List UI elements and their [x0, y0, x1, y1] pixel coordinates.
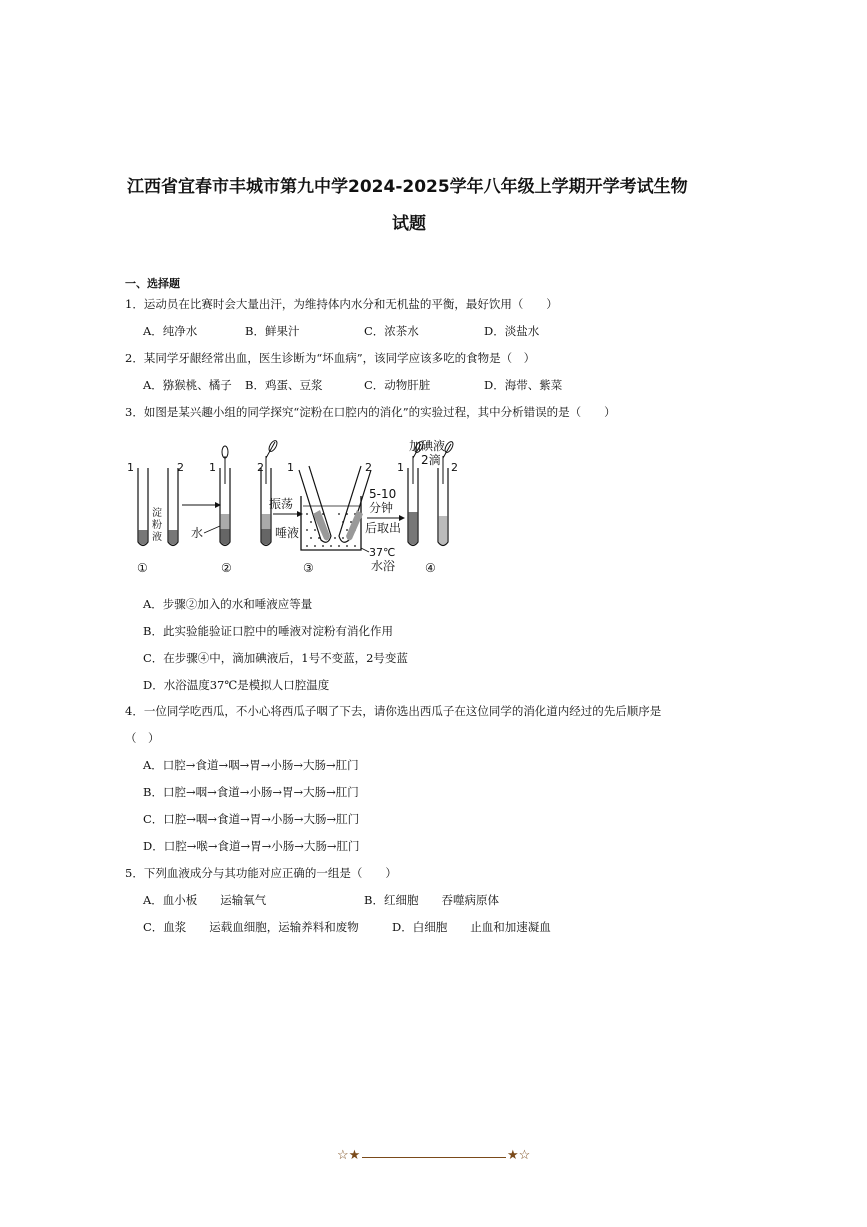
question-4-option-b: B．口腔→咽→食道→小肠→胃→大肠→肛门	[143, 785, 359, 799]
question-1-option-d: D．淡盐水	[484, 324, 540, 338]
footer-divider-line	[362, 1157, 506, 1158]
question-4-option-d: D．口腔→喉→食道→胃→小肠→大肠→肛门	[143, 839, 360, 853]
starch-digestion-experiment-figure	[125, 436, 475, 578]
step-3-label: ③	[303, 561, 314, 575]
question-5-option-c: C．血浆 运载血细胞，运输养料和废物	[143, 920, 359, 934]
shake-label: 振荡	[269, 497, 294, 511]
question-3-option-b: B．此实验能验证口腔中的唾液对淀粉有消化作用	[143, 624, 393, 638]
saliva-label: 唾液	[275, 526, 300, 540]
time-label-1: 5-10	[369, 487, 397, 501]
document-title-line2: 试题	[392, 214, 426, 234]
question-3-stem: 3．如图是某兴趣小组的同学探究“淀粉在口腔内的消化”的实验过程，其中分析错误的是（ ）	[125, 405, 616, 419]
step-3-water-bath	[287, 461, 372, 575]
step4-tube2-number: 2	[451, 461, 458, 474]
document-title-line1: 江西省宜春市丰城市第九中学2024-2025学年八年级上学期开学考试生物	[127, 177, 688, 197]
question-3-option-a: A．步骤②加入的水和唾液应等量	[143, 597, 313, 611]
starch-label-3: 液	[152, 532, 162, 543]
step2-tube2-number: 2	[257, 461, 264, 474]
temp-label: 37℃	[369, 546, 396, 559]
question-3-option-c: C．在步骤④中，滴加碘液后，1号不变蓝，2号变蓝	[143, 651, 408, 665]
starch-label-2: 粉	[152, 520, 162, 531]
step-2-label: ②	[221, 561, 232, 575]
question-1-option-c: C．浓茶水	[364, 324, 419, 338]
question-1-stem: 1．运动员在比赛时会大量出汗，为维持体内水分和无机盐的平衡，最好饮用（ ）	[125, 297, 558, 311]
question-2-stem: 2．某同学牙龈经常出血，医生诊断为“坏血病”，该同学应该多吃的食物是（ ）	[125, 351, 536, 365]
step-2-tubes	[191, 439, 279, 575]
question-2-option-c: C．动物肝脏	[364, 378, 431, 392]
step-4-tubes	[397, 438, 458, 575]
footer-stars-left: ☆★	[337, 1148, 361, 1163]
question-2-option-b: B．鸡蛋、豆浆	[245, 378, 323, 392]
bath-label: 水浴	[371, 559, 396, 573]
question-2-option-a: A．猕猴桃、橘子	[143, 378, 232, 392]
section-heading: 一、选择题	[125, 277, 180, 290]
question-5-option-b: B．红细胞 吞噬病原体	[364, 893, 499, 907]
footer-stars-right: ★☆	[507, 1148, 531, 1163]
step-1-tubes	[127, 461, 221, 575]
step1-tube2-number: 2	[177, 461, 184, 474]
step3-tube1-number: 1	[287, 461, 294, 474]
step-4-label: ④	[425, 561, 436, 575]
question-5-stem: 5．下列血液成分与其功能对应正确的一组是（ ）	[125, 866, 397, 880]
step3-tube2-number: 2	[365, 461, 372, 474]
water-label: 水	[191, 526, 204, 540]
page-footer-ornament	[337, 1146, 531, 1168]
question-5-option-a: A．血小板 运输氧气	[143, 893, 267, 907]
iodine-label-1: 加碘液	[409, 439, 446, 453]
starch-label-1: 淀	[152, 508, 162, 519]
question-1-option-b: B．鲜果汁	[245, 324, 300, 338]
step4-tube1-number: 1	[397, 461, 404, 474]
question-2-option-d: D．海带、紫菜	[484, 378, 563, 392]
time-label-2: 分钟	[369, 501, 394, 515]
question-1-option-a: A．纯净水	[143, 324, 198, 338]
question-3-option-d: D．水浴温度37℃是模拟人口腔温度	[143, 678, 330, 692]
step-1-label: ①	[137, 561, 148, 575]
question-4-stem-line1: 4．一位同学吃西瓜，不小心将西瓜子咽了下去，请你选出西瓜子在这位同学的消化道内经过的先后顺序是	[125, 704, 662, 718]
time-label-3: 后取出	[365, 521, 402, 535]
question-4-option-c: C．口腔→咽→食道→胃→小肠→大肠→肛门	[143, 812, 360, 826]
question-4-option-a: A．口腔→食道→咽→胃→小肠→大肠→肛门	[143, 758, 359, 772]
iodine-label-2: 2滴	[421, 453, 441, 467]
question-5-option-d: D．白细胞 止血和加速凝血	[392, 920, 551, 934]
question-4-stem-line2: （ ）	[125, 731, 160, 745]
step2-tube1-number: 1	[209, 461, 216, 474]
step1-tube1-number: 1	[127, 461, 134, 474]
